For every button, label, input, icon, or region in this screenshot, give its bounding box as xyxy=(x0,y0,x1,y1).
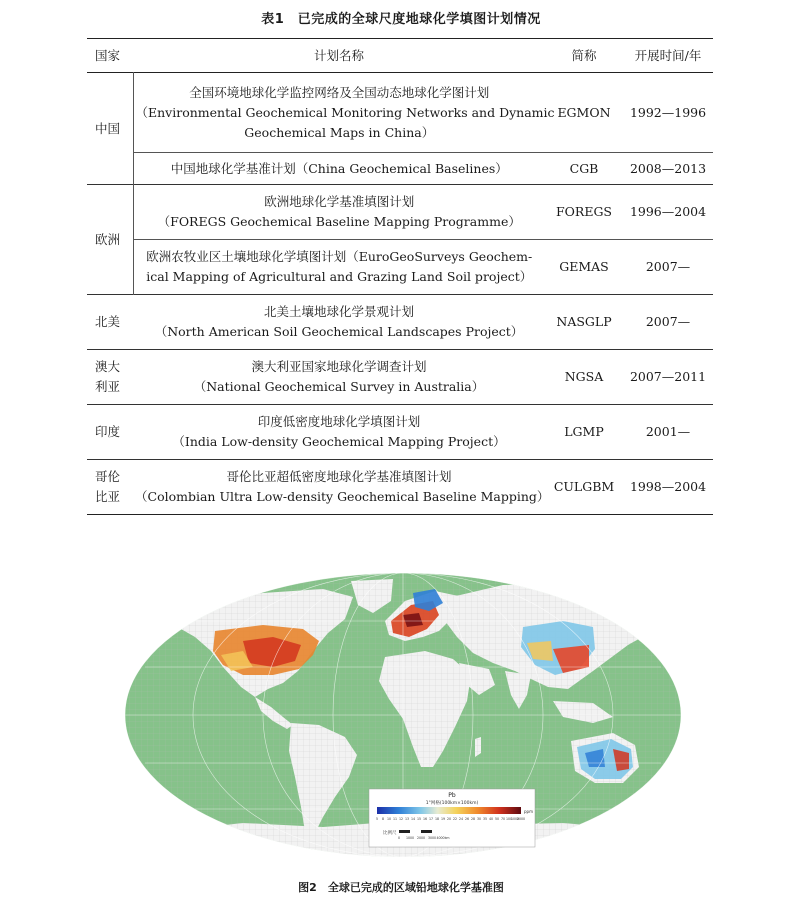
table-row xyxy=(87,350,713,405)
scale-tick-label: 1000 xyxy=(405,836,415,840)
table-caption: 表1 已完成的全球尺度地球化学填图计划情况 xyxy=(261,12,541,27)
legend-tick-label: 17 xyxy=(428,817,434,821)
plan-line: 北美土壤地球化学景观计划 xyxy=(263,304,414,319)
legend-ticks xyxy=(376,817,525,821)
country-cell: 印度 xyxy=(95,424,121,439)
period-cell: 2008—2013 xyxy=(629,160,707,176)
abbr-cell: EGMON xyxy=(557,104,611,120)
plan-line: 澳大利亚国家地球化学调查计划 xyxy=(251,359,427,374)
period-cell: 2007— xyxy=(645,314,691,329)
plan-line: ical Mapping of Agricultural and Grazing Land Soil project） xyxy=(146,269,533,284)
period-cell: 1996—2004 xyxy=(629,204,707,219)
plan-line: Geochemical Maps in China） xyxy=(244,124,435,140)
country-line: 利亚 xyxy=(95,379,121,394)
legend-tick-label: 5 xyxy=(375,817,379,821)
header-plan: 计划名称 xyxy=(313,47,364,63)
legend-tick-label: 19 xyxy=(440,817,446,821)
legend-tick-label: 50 xyxy=(494,817,500,821)
legend-tick-label: 10 xyxy=(386,817,392,821)
legend-scale-label: 比例尺 xyxy=(383,831,397,836)
country-cell xyxy=(87,460,133,515)
plan-cell xyxy=(133,153,545,185)
mapping-programs-table xyxy=(87,38,713,515)
legend-tick-label: 18 xyxy=(434,817,440,821)
scale-bar-segment xyxy=(432,830,443,833)
table-row xyxy=(87,240,713,295)
legend-tick-label: 70 xyxy=(500,817,506,821)
period-cell: 1998—2004 xyxy=(629,479,707,494)
legend-tick-label: 14 xyxy=(410,817,416,821)
plan-line: （Environmental Geochemical Monitoring Networks and Dynamic xyxy=(135,104,555,120)
scale-ticks xyxy=(398,836,450,840)
legend-tick-label: 26 xyxy=(464,817,470,821)
table-header-row xyxy=(87,39,713,73)
abbr-cell: GEMAS xyxy=(559,259,609,274)
world-map-svg xyxy=(123,571,683,859)
scale-tick-label: 2000 xyxy=(416,836,426,840)
table-row xyxy=(87,460,713,515)
legend-tick-label: 28 xyxy=(470,817,476,821)
world-pb-map xyxy=(123,571,683,859)
plan-line: 欧洲地球化学基准填图计划 xyxy=(264,194,415,209)
plan-cell xyxy=(133,240,545,295)
legend-tick-label: 20 xyxy=(446,817,452,821)
plan-cell xyxy=(133,350,545,405)
scale-tick-label: 0 xyxy=(397,836,401,840)
period-cell: 2007— xyxy=(645,259,691,274)
legend-tick-label: 30 xyxy=(476,817,482,821)
plan-cell xyxy=(133,295,545,350)
legend-tick-label: 15 xyxy=(416,817,422,821)
abbr-cell: CGB xyxy=(569,160,599,176)
plan-cell xyxy=(133,460,550,515)
plan-cell xyxy=(133,405,545,460)
plan-line: 哥伦比亚超低密度地球化学基准填图计划 xyxy=(226,469,452,484)
abbr-cell: NGSA xyxy=(564,369,604,384)
plan-line: 全国环境地球化学监控网络及全国动态地球化学图计划 xyxy=(189,84,490,100)
legend-tick-label: 8 xyxy=(381,817,385,821)
period-cell: 2007—2011 xyxy=(629,369,707,384)
abbr-cell: FOREGS xyxy=(555,204,612,219)
period-cell: 1992—1996 xyxy=(629,104,707,120)
table-row xyxy=(87,405,713,460)
scale-tick-label: 3000 xyxy=(427,836,437,840)
table-row xyxy=(87,295,713,350)
plan-line: （Colombian Ultra Low-density Geochemical Baseline Mapping） xyxy=(135,489,550,504)
scale-tick-label: 4000km xyxy=(436,836,450,840)
legend-tick-label: 24 xyxy=(458,817,464,821)
header-abbr: 简称 xyxy=(571,47,597,63)
legend-unit: ppm xyxy=(524,809,533,814)
legend-tick-label: 2000 xyxy=(516,817,526,821)
legend-tick-label: 16 xyxy=(422,817,428,821)
plan-line: 欧洲农牧业区土壤地球化学填图计划（EuroGeoSurveys Geochem- xyxy=(146,249,533,264)
plan-line: （FOREGS Geochemical Baseline Mapping Programme） xyxy=(157,214,521,229)
period-cell: 2001— xyxy=(645,424,691,439)
header-country: 国家 xyxy=(95,47,121,63)
table-row xyxy=(87,153,713,185)
legend-tick-label: 11 xyxy=(392,817,398,821)
legend-tick-label: 13 xyxy=(404,817,410,821)
country-cell: 欧洲 xyxy=(95,231,121,247)
legend-tick-label: 1000 xyxy=(510,817,520,821)
legend-subtitle: 1°网格(100km×100km) xyxy=(425,801,479,806)
table-row xyxy=(87,73,713,153)
country-line: 澳大 xyxy=(95,359,121,374)
abbr-cell: CULGBM xyxy=(553,479,615,494)
plan-cell xyxy=(133,73,555,153)
plan-line: 中国地球化学基准计划（China Geochemical Baselines） xyxy=(170,160,508,176)
plan-line: （National Geochemical Survey in Australia） xyxy=(193,379,485,394)
legend-tick-label: 22 xyxy=(452,817,458,821)
figure-caption: 图2 全球已完成的区域铅地球化学基准图 xyxy=(298,881,504,894)
abbr-cell: LGMP xyxy=(564,424,604,439)
plan-line: 印度低密度地球化学填图计划 xyxy=(257,414,421,429)
table-row xyxy=(87,185,713,240)
plan-line: （India Low-density Geochemical Mapping Project） xyxy=(172,434,506,449)
map-legend xyxy=(369,789,535,847)
legend-tick-label: 12 xyxy=(398,817,404,821)
legend-tick-label: 35 xyxy=(482,817,488,821)
country-line: 比亚 xyxy=(95,489,121,504)
country-line: 哥伦 xyxy=(95,469,121,484)
country-cell: 北美 xyxy=(95,314,121,329)
country-cell xyxy=(87,350,133,405)
legend-tick-label: 100 xyxy=(505,817,513,821)
legend-tick-label: 40 xyxy=(488,817,494,821)
country-cell: 中国 xyxy=(95,120,121,136)
scale-bar-segment xyxy=(410,830,421,833)
legend-title: Pb xyxy=(448,792,456,799)
header-period: 开展时间/年 xyxy=(634,47,702,63)
legend-color-scale xyxy=(377,807,521,814)
abbr-cell: NASGLP xyxy=(556,314,612,329)
plan-cell xyxy=(133,185,545,240)
plan-line: （North American Soil Geochemical Landscapes Project） xyxy=(154,324,524,339)
